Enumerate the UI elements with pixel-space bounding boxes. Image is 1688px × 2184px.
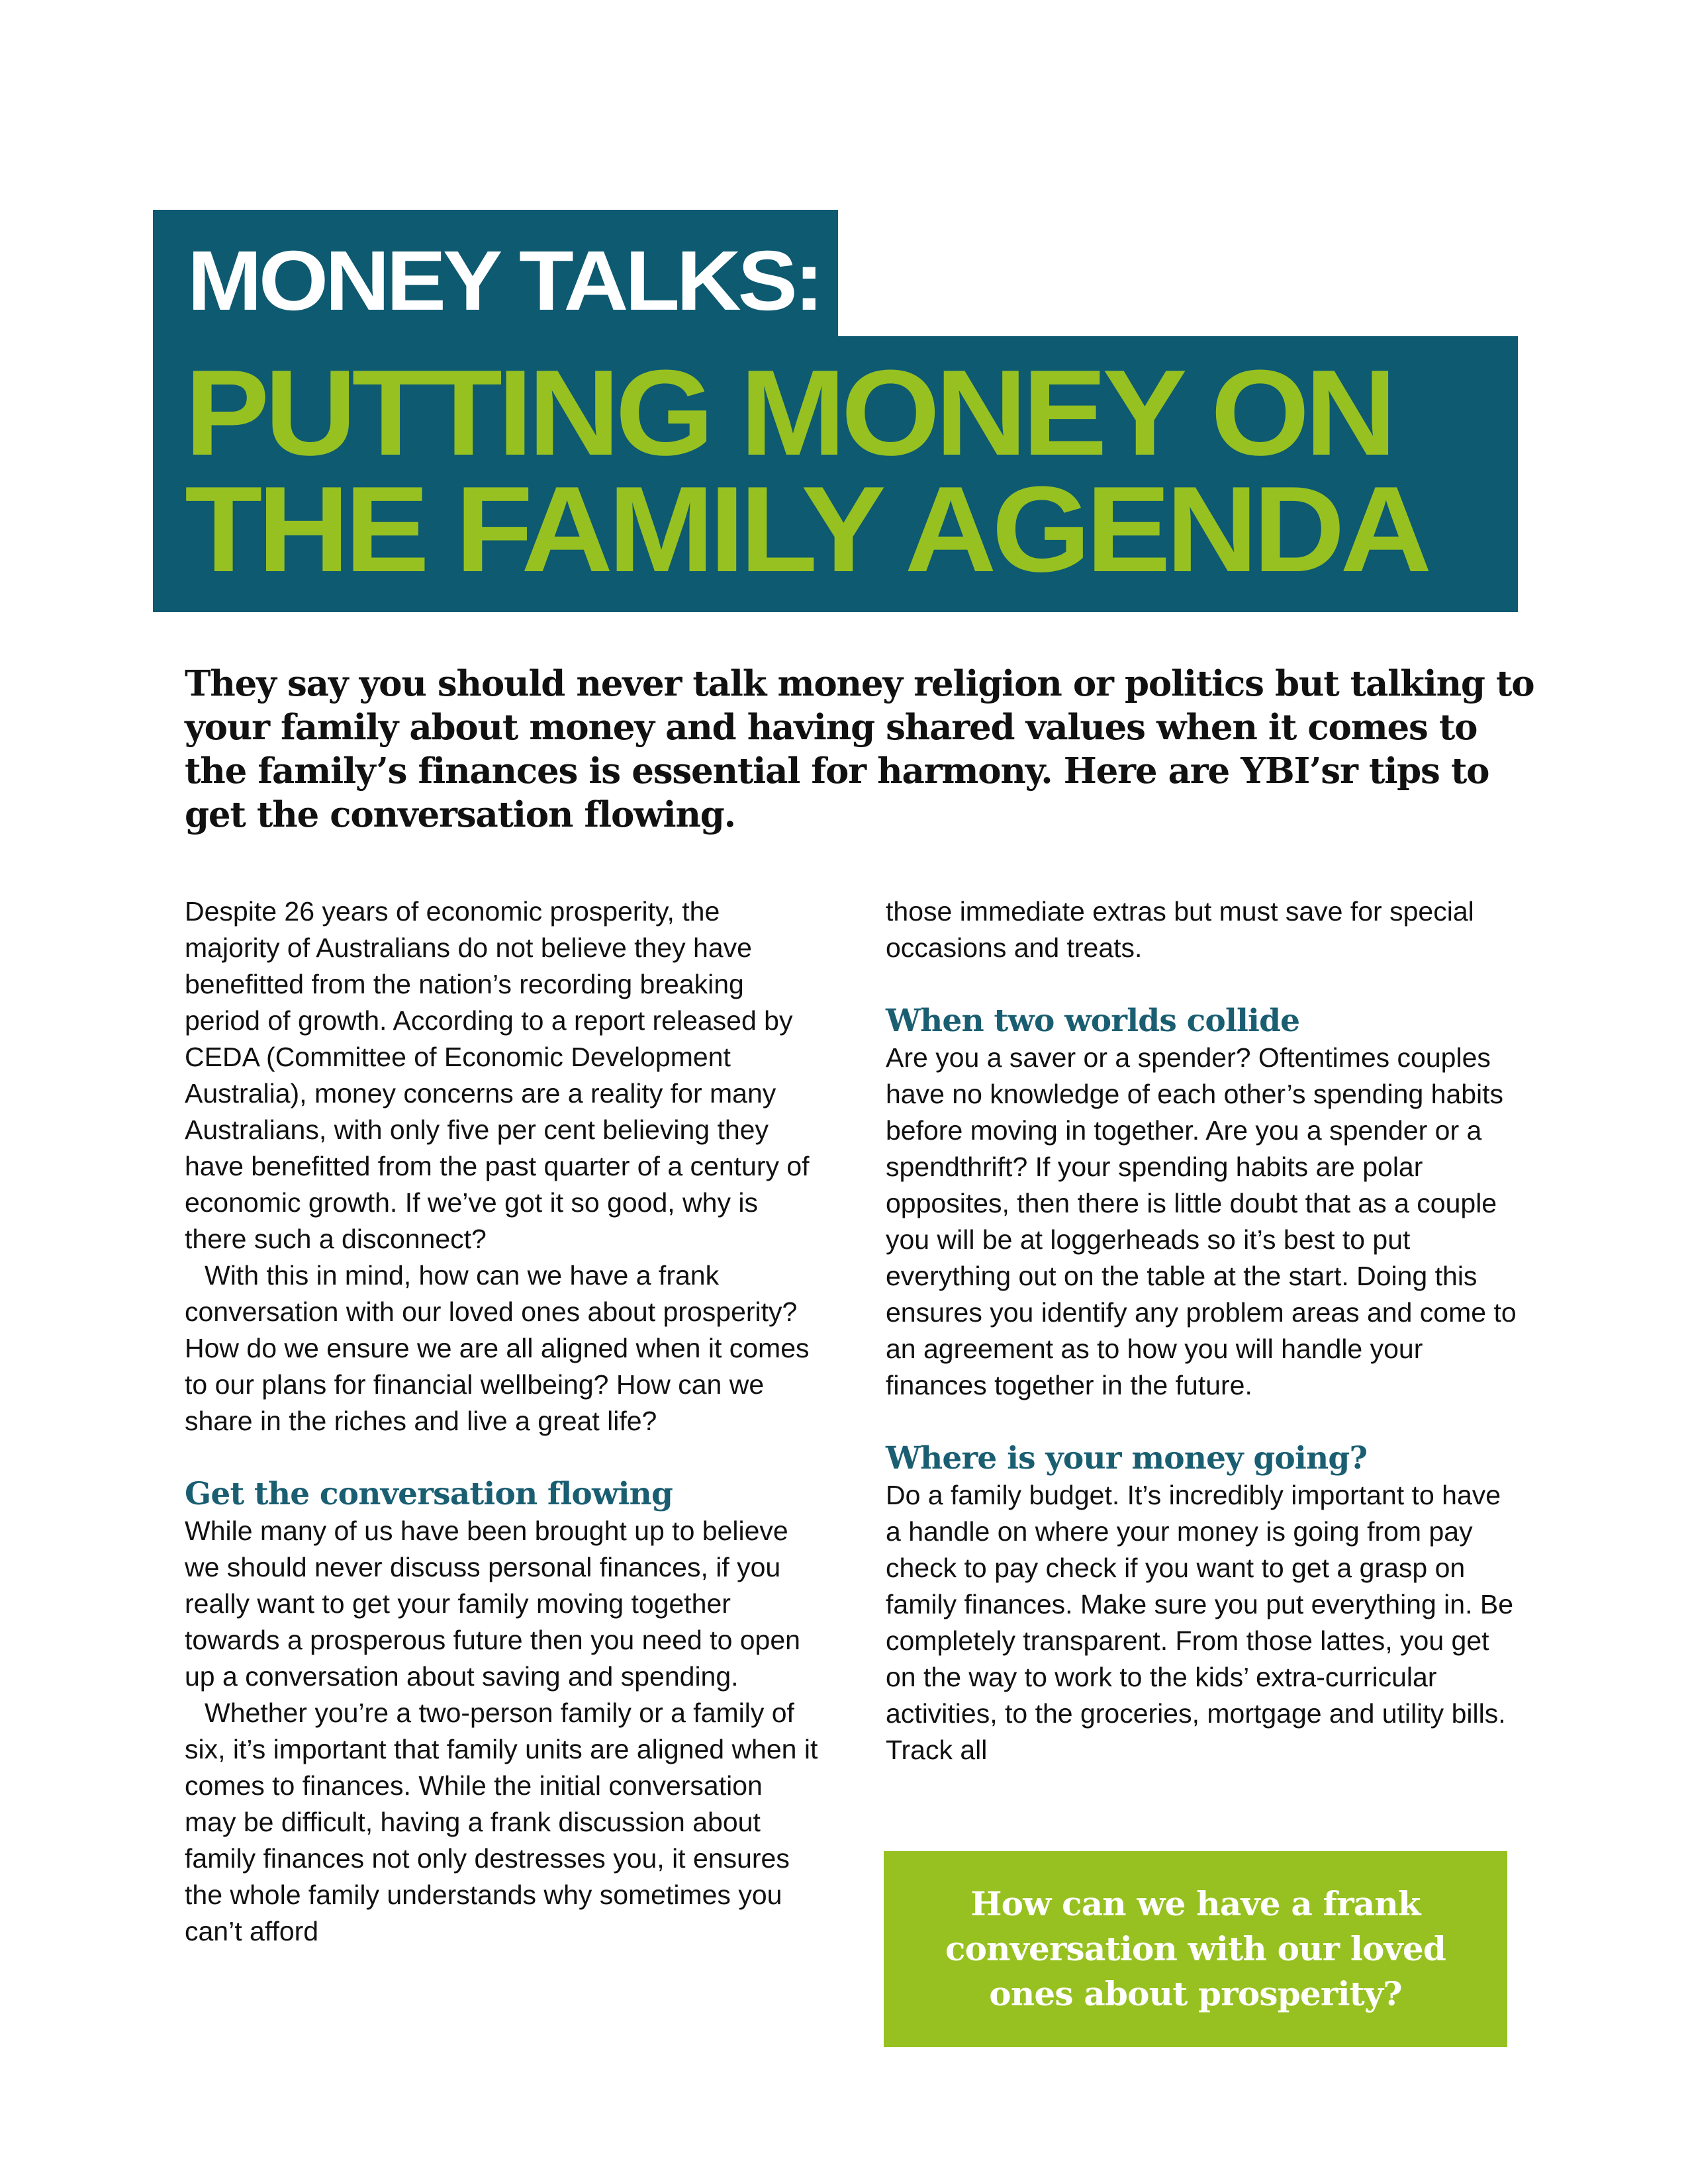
intro-standfirst: They say you should never talk money religion or politics but talking to your family about money and having shared values when it comes to the family’s finances is essential for harmony. Here are YBI’sr tips to get the conversation flowing. [185,663,1534,835]
section-heading: Where is your money going? [886,1440,1368,1477]
body-paragraph: Are you a saver or a spender? Oftentimes couples have no knowledge of each other’s spending habits before moving in together. Are you a spender or a spendthrift? If your spending habits are polar opposites, then there is little doubt that as a couple you will be at loggerheads so it’s best to put everything out on the table at the start. Doing this ensures you identify any problem areas and come to an agreement as to how you will handle your finances together in the future. [886,1042,1517,1400]
body-paragraph: Whether you’re a two-person family or a family of six, it’s important that family units are aligned when it comes to finances. While the initial conversation may be difficult, having a frank discussion about family finances not only destresses you, it ensures the whole family understands why sometimes you can’t afford [185,1698,818,1946]
headline-line-2: THE FAMILY AGENDA [185,461,1428,597]
section-heading: Get the conversation flowing [185,1476,673,1512]
body-paragraph: those immediate extras but must save for special occasions and treats. [886,896,1474,963]
right-column [886,893,1521,1768]
headline-line-1: PUTTING MONEY ON [185,344,1392,480]
page-headline [185,344,1428,597]
body-paragraph: With this in mind, how can we have a frank conversation with our loved ones about prosperity? How do we ensure we are all aligned when it comes to our plans for financial wellbeing? How can we share in the riches and live a great life? [185,1260,810,1436]
body-paragraph: While many of us have been brought up to believe we should never discuss personal finances, if you really want to get your family moving together towards a prosperous future then you need to open up a conversation about saving and spending. [185,1516,800,1692]
section-heading: When two worlds collide [886,1003,1300,1039]
pull-quote-box [884,1851,1507,2047]
title-block [153,210,1518,612]
left-column [185,893,820,1950]
title-kicker: MONEY TALKS: [187,234,821,328]
body-paragraph: Despite 26 years of economic prosperity, the majority of Australians do not believe they have benefitted from the nation’s recording breaking period of growth. According to a report released by CEDA (Committee of Economic Development Australia), money concerns are a reality for many Australians, with only five per cent believing they have benefitted from the past quarter of a century of economic growth. If we’ve got it so good, why is there such a disconnect? [185,896,810,1254]
body-paragraph: Do a family budget. It’s incredibly important to have a handle on where your money is going from pay check to pay check if you want to get a grasp on family finances. Make sure you put everything in. Be completely transparent. From those lattes, you get on the way to work to the kids’ extra-curricular activities, to the groceries, mortgage and utility bills. Track all [886,1480,1514,1765]
pull-quote-text: How can we have a frank conversation with our loved ones about prosperity? [945,1884,1446,2013]
